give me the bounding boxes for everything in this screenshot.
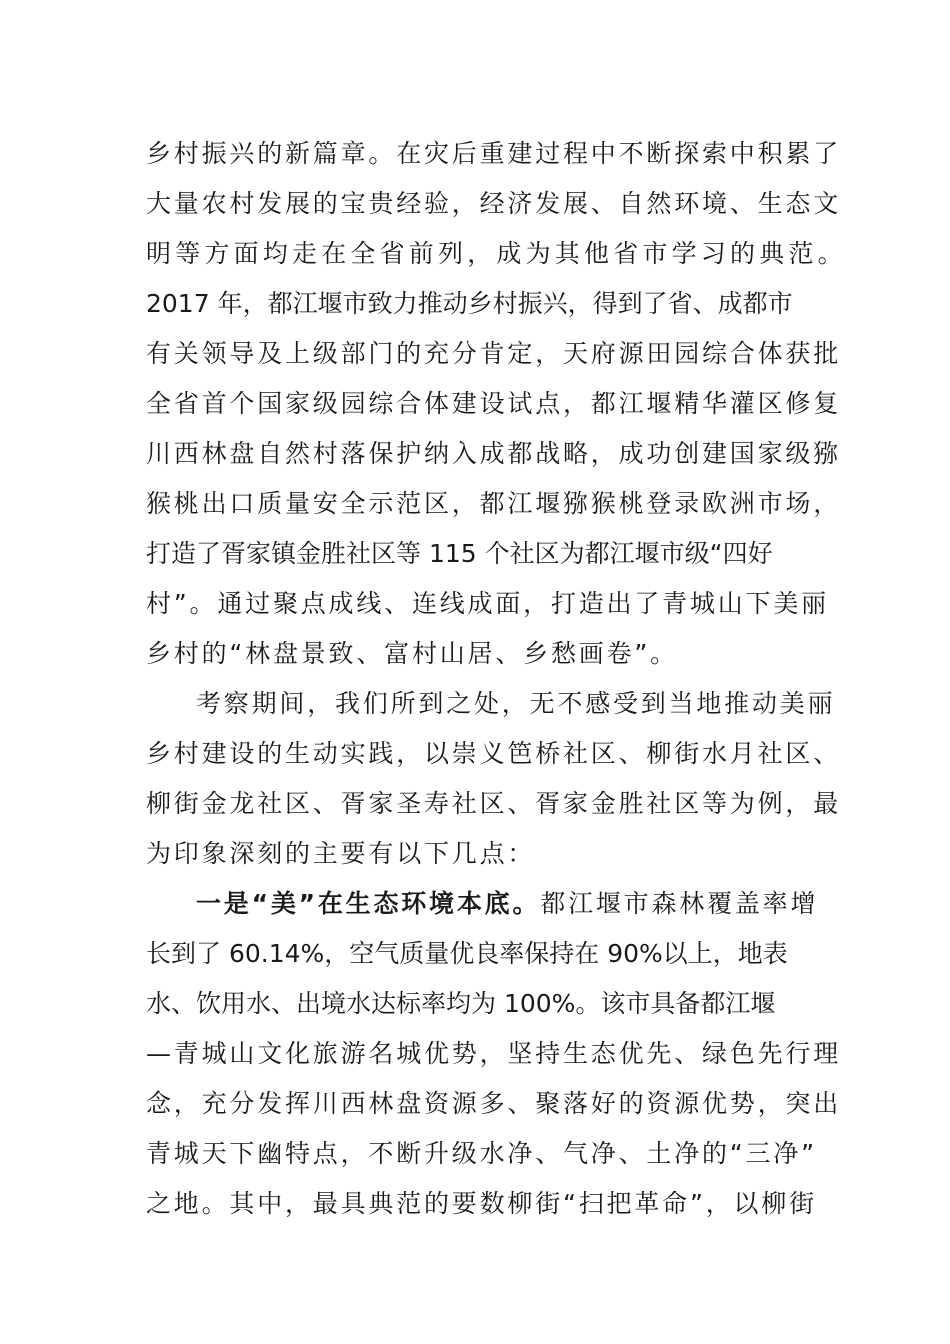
text-line: 猴桃出口质量安全示范区，都江堰猕猴桃登录欧洲市场， bbox=[146, 489, 842, 518]
bold-lead-heading: 一是“美”在生态环境本底。 bbox=[196, 889, 541, 918]
lead-text: 都江堰市森林覆盖率增 bbox=[540, 889, 819, 918]
text-line: 乡村振兴的新篇章。在灾后重建过程中不断探索中积累了 bbox=[146, 139, 842, 168]
text-line: 青城天下幽特点，不断升级水净、气净、土净的“三净” bbox=[146, 1139, 817, 1168]
text-line: 念，充分发挥川西林盘资源多、聚落好的资源优势，突出 bbox=[146, 1089, 842, 1118]
text-line: 村”。通过聚点成线、连线成面，打造出了青城山下美丽 bbox=[146, 589, 829, 618]
text-line: 水、饮用水、出境水达标率均为 100%。该市具备都江堰 bbox=[146, 989, 776, 1018]
text-line: —青城山文化旅游名城优势，坚持生态优先、绿色先行理 bbox=[146, 1039, 842, 1068]
text-line: 乡村的“林盘景致、富村山居、乡愁画卷”。 bbox=[146, 639, 678, 668]
document-page bbox=[146, 129, 847, 1229]
text-line: 全省首个国家级园综合体建设试点，都江堰精华灌区修复 bbox=[146, 389, 842, 418]
text-line: 2017 年，都江堰市致力推动乡村振兴，得到了省、成都市 bbox=[146, 289, 793, 318]
text-line: 打造了胥家镇金胜社区等 115 个社区为都江堰市级“四好 bbox=[146, 539, 773, 568]
text-line: 川西林盘自然村落保护纳入成都战略，成功创建国家级猕 bbox=[146, 439, 842, 468]
paragraph-1 bbox=[146, 129, 847, 679]
text-line: 长到了 60.14%，空气质量优良率保持在 90%以上，地表 bbox=[146, 939, 788, 968]
text-line: 有关领导及上级部门的充分肯定，天府源田园综合体获批 bbox=[146, 339, 842, 368]
text-line: 之地。其中，最具典范的要数柳街“扫把革命”，以柳街 bbox=[146, 1189, 817, 1218]
text-line: 大量农村发展的宝贵经验，经济发展、自然环境、生态文 bbox=[146, 189, 842, 218]
paragraph-2 bbox=[146, 679, 842, 879]
text-line: 柳街金龙社区、胥家圣寿社区、胥家金胜社区等为例，最 bbox=[146, 789, 842, 818]
text-line: 明等方面均走在全省前列，成为其他省市学习的典范。 bbox=[146, 239, 847, 268]
text-line bbox=[146, 879, 819, 929]
paragraph-3 bbox=[146, 879, 842, 1229]
text-line: 为印象深刻的主要有以下几点： bbox=[146, 839, 536, 868]
text-line: 考察期间，我们所到之处，无不感受到当地推动美丽 bbox=[196, 689, 836, 718]
text-line: 乡村建设的生动实践，以崇义笆桥社区、柳街水月社区、 bbox=[146, 739, 842, 768]
